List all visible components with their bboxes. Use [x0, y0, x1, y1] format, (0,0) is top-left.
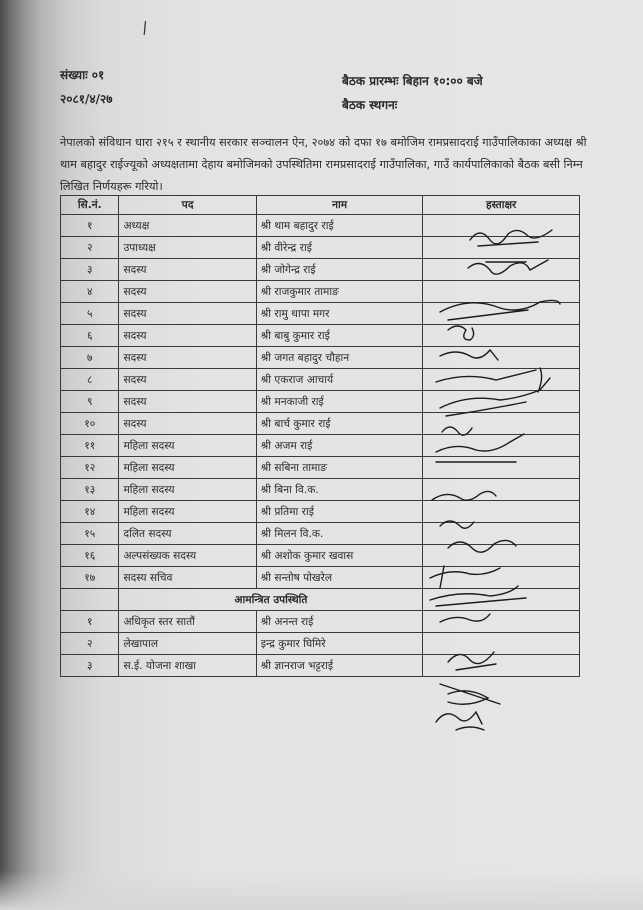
serial-cell: २: [61, 237, 119, 259]
post-cell: सदस्य: [119, 325, 256, 347]
attendance-table: [60, 195, 580, 677]
serial-cell: ९: [61, 391, 119, 413]
signature-cell: [423, 567, 580, 589]
serial-cell: ५: [61, 303, 119, 325]
serial-cell: ११: [61, 435, 119, 457]
name-cell: श्री अनन्त राई: [256, 611, 423, 633]
table-row: [61, 369, 580, 391]
members-body: [61, 215, 580, 589]
col-signature: हस्ताक्षर: [423, 196, 580, 215]
table-row: [61, 237, 580, 259]
name-cell: श्री राजकुमार तामाङ: [256, 281, 423, 303]
signature-cell: [423, 545, 580, 567]
post-cell: सदस्य: [119, 347, 256, 369]
signature-cell: [423, 259, 580, 281]
signature-cell: [423, 347, 580, 369]
serial-cell: १३: [61, 479, 119, 501]
signature-cell: [423, 413, 580, 435]
serial-cell: ३: [61, 259, 119, 281]
signature-cell: [423, 369, 580, 391]
signature-cell: [423, 501, 580, 523]
post-cell: सदस्य सचिव: [119, 567, 256, 589]
name-cell: श्री बाबु कुमार राई: [256, 325, 423, 347]
name-cell: श्री सन्तोष पोखरेल: [256, 567, 423, 589]
table-row: [61, 611, 580, 633]
table-row: [61, 325, 580, 347]
signature-17: [440, 684, 500, 704]
serial-cell: १६: [61, 545, 119, 567]
name-cell: श्री थाम बहादुर राई: [256, 215, 423, 237]
intro-paragraph: नेपालको संविधान धारा २१५ र स्थानीय सरकार सञ्चालन ऐन, २०७४ को दफा १७ बमोजिम रामप्रसादराई गाउँपालिकाका अध्यक्ष श्री थाम बहादुर राईज्यूको अध्यक्षतामा देहाय बमोजिमको उपस्थितिमा रामप्रसादराई गाउँपालिका, गाउँ कार्यपालिकाको बैठक बसी निम्न लिखित निर्णयहरू गरियो।: [60, 136, 587, 193]
post-cell: अध्यक्ष: [119, 215, 256, 237]
serial-cell: ८: [61, 369, 119, 391]
signature-cell: [423, 281, 580, 303]
post-cell: सदस्य: [119, 259, 256, 281]
handwritten-mark: /: [140, 17, 150, 38]
serial-cell: १५: [61, 523, 119, 545]
post-cell: महिला सदस्य: [119, 479, 256, 501]
signature-18: [436, 712, 484, 730]
signature-cell: [423, 523, 580, 545]
col-post: पद: [119, 196, 256, 215]
signature-cell: [423, 237, 580, 259]
post-cell: सदस्य: [119, 281, 256, 303]
table-row: [61, 479, 580, 501]
post-cell: उपाध्यक्ष: [119, 237, 256, 259]
name-cell: श्री अजम राई: [256, 435, 423, 457]
post-cell: सदस्य: [119, 413, 256, 435]
signature-cell: [423, 325, 580, 347]
serial-cell: ३: [61, 655, 119, 677]
post-cell: स.ई. योजना शाखा: [119, 655, 256, 677]
serial-cell: १: [61, 215, 119, 237]
name-cell: श्री मिलन वि.क.: [256, 523, 423, 545]
signature-cell: [423, 435, 580, 457]
serial-cell: १: [61, 611, 119, 633]
table-row: [61, 567, 580, 589]
name-cell: श्री वीरेन्द्र राई: [256, 237, 423, 259]
table-row: [61, 259, 580, 281]
table-row: [61, 545, 580, 567]
name-cell: श्री मनकाजी राई: [256, 391, 423, 413]
post-cell: सदस्य: [119, 303, 256, 325]
col-name: नाम: [256, 196, 423, 215]
serial-cell: ६: [61, 325, 119, 347]
name-cell: श्री बार्च कुमार राई: [256, 413, 423, 435]
signature-cell: [423, 303, 580, 325]
serial-cell: १७: [61, 567, 119, 589]
signature-cell: [423, 611, 580, 633]
post-cell: महिला सदस्य: [119, 501, 256, 523]
document-date: २०८१/४/२७: [60, 92, 113, 106]
signature-cell: [423, 457, 580, 479]
serial-cell: १२: [61, 457, 119, 479]
signature-cell: [423, 479, 580, 501]
table-row: [61, 655, 580, 677]
table-row: [61, 215, 580, 237]
serial-cell: १४: [61, 501, 119, 523]
signature-cell: [423, 215, 580, 237]
post-cell: सदस्य: [119, 391, 256, 413]
table-row: [61, 501, 580, 523]
col-serial: सि.नं.: [61, 196, 119, 215]
name-cell: श्री रामु थापा मगर: [256, 303, 423, 325]
post-cell: अधिकृत स्तर सातौं: [119, 611, 256, 633]
table-row: [61, 457, 580, 479]
table-header-row: [61, 196, 580, 215]
signature-cell: [423, 391, 580, 413]
reference-number: संख्याः ०१: [60, 68, 105, 82]
table-row: [61, 633, 580, 655]
meeting-start: बैठक प्रारम्भः बिहान १०:०० बजे: [342, 74, 483, 88]
table-row: [61, 523, 580, 545]
post-cell: सदस्य: [119, 369, 256, 391]
name-cell: श्री एकराज आचार्य: [256, 369, 423, 391]
table-row: [61, 281, 580, 303]
invited-body: [61, 611, 580, 677]
signature-cell: [423, 655, 580, 677]
signature-cell: [423, 633, 580, 655]
serial-cell: ४: [61, 281, 119, 303]
table-row: [61, 435, 580, 457]
meeting-adjourn: बैठक स्थगनः: [342, 98, 398, 112]
post-cell: दलित सदस्य: [119, 523, 256, 545]
name-cell: इन्द्र कुमार घिमिरे: [256, 633, 423, 655]
name-cell: श्री जोगेन्द्र राई: [256, 259, 423, 281]
post-cell: लेखापाल: [119, 633, 256, 655]
table-row: [61, 347, 580, 369]
table-row: [61, 391, 580, 413]
post-cell: महिला सदस्य: [119, 457, 256, 479]
name-cell: श्री सबिना तामाङ: [256, 457, 423, 479]
table-row: [61, 413, 580, 435]
name-cell: श्री प्रतिमा राई: [256, 501, 423, 523]
invited-heading: आमन्त्रित उपस्थिति: [119, 589, 423, 611]
post-cell: महिला सदस्य: [119, 435, 256, 457]
invited-heading-row: [61, 589, 580, 611]
serial-cell: १०: [61, 413, 119, 435]
table-row: [61, 303, 580, 325]
name-cell: श्री जगत बहादुर चौहान: [256, 347, 423, 369]
name-cell: श्री ज्ञानराज भट्टराई: [256, 655, 423, 677]
post-cell: अल्पसंख्यक सदस्य: [119, 545, 256, 567]
serial-cell: २: [61, 633, 119, 655]
serial-cell: ७: [61, 347, 119, 369]
name-cell: श्री बिना वि.क.: [256, 479, 423, 501]
name-cell: श्री अशोक कुमार खवास: [256, 545, 423, 567]
